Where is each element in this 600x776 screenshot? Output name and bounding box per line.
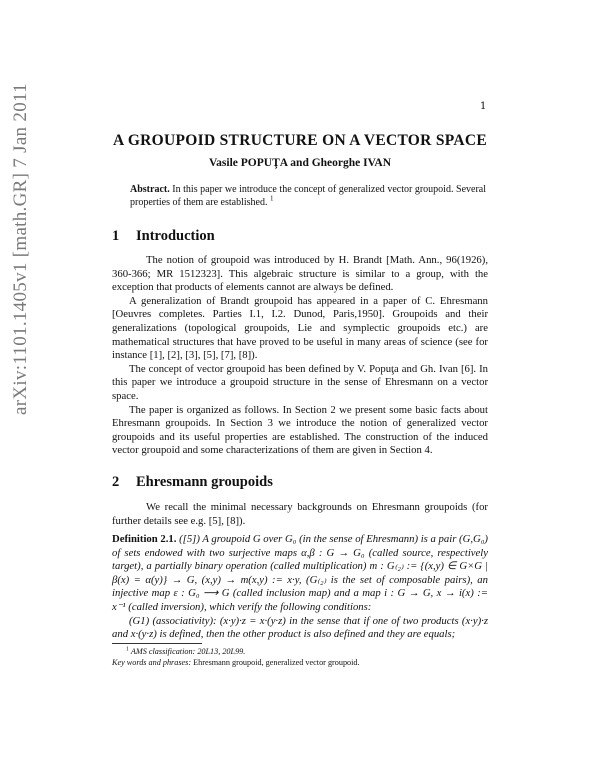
keywords-label: Key words and phrases: bbox=[112, 658, 192, 667]
arxiv-side-label: arXiv:1101.1405v1 [math.GR] 7 Jan 2011 bbox=[10, 83, 31, 415]
section-1-title: Introduction bbox=[136, 228, 215, 244]
abstract-label: Abstract. bbox=[130, 184, 170, 195]
footnote-ams bbox=[112, 646, 488, 657]
intro-paragraph-4: The paper is organized as follows. In Section 2 we present some basic facts about Ehresmann groupoids. In Section 3 we introduce the notion of generalized vector groupoids and its useful properties are established. The construction of the induced vector groupoid and some characterizations of them are given in Section 4. bbox=[112, 403, 488, 457]
definition-label: Definition 2.1. bbox=[112, 533, 177, 545]
section-1-number: 1 bbox=[112, 228, 120, 244]
keywords-text: Ehresmann groupoid, generalized vector groupoid. bbox=[193, 658, 360, 667]
section-1-body bbox=[112, 254, 488, 458]
abstract-footnote-mark: 1 bbox=[269, 194, 274, 203]
definition-text: ([5]) A groupoid G over G₀ (in the sense of Ehresmann) is a pair (G,G₀) of sets endowed with two surjective maps α,β : G → G₀ (called source, respectively target), a partially binary operation (called multiplication) m : G₍₂₎ := {(x,y) ∈ G×G | β(x) = α(y)} → G, (x,y) → m(x,y) := x·y, (G₍₂₎ is the set of composable pairs), an injective map ε : G₀ ⟶ G (called inclusion map) and a map i : G → G, x → i(x) := x⁻¹ (called inversion), which verify the following conditions: bbox=[112, 533, 488, 613]
section-1-heading bbox=[112, 228, 488, 245]
intro-paragraph-3: The concept of vector groupoid has been defined by V. Popuţa and Gh. Ivan [6]. In this paper we introduce a groupoid structure in the sense of Ehresmann on a vector space. bbox=[112, 362, 488, 402]
page-number: 1 bbox=[480, 101, 487, 112]
abstract bbox=[130, 184, 486, 209]
paper-authors: Vasile POPUŢA and Gheorghe IVAN bbox=[208, 157, 392, 169]
section-2-heading bbox=[112, 474, 488, 491]
footnote-keywords bbox=[112, 657, 488, 668]
footnote-rule bbox=[112, 643, 202, 644]
ams-classification: AMS classification: 20L13, 20L99. bbox=[130, 647, 246, 656]
footnote-mark: 1 bbox=[126, 646, 129, 653]
abstract-text: In this paper we introduce the concept of generalized vector groupoid. Several properties of them are established. bbox=[130, 184, 486, 208]
intro-paragraph-1: The notion of groupoid was introduced by H. Brandt [Math. Ann., 96(1926), 360-366; MR 1512323]. This algebraic structure is similar to a group, with the exception that products of elements cannot are always be defined. bbox=[112, 254, 488, 294]
section-2-title: Ehresmann groupoids bbox=[136, 474, 273, 490]
condition-g1: (G1) (associativity): (x·y)·z = x·(y·z) in the sense that if one of two products (x·y)·z and x·(y·z) is defined, then the other product is also defined and they are equals; bbox=[112, 614, 488, 641]
intro-paragraph-2: A generalization of Brandt groupoid has appeared in a paper of C. Ehresmann [Oeuvres completes. Parties I.1, I.2. Dunod, Paris,1950]. Groupoids and their generalizations (topological groupoids, Lie and symplectic groupoids etc.) are mathematical structures that have proved to be useful in many areas of science (see for instance [1], [2], [3], [5], [7], [8]). bbox=[112, 294, 488, 362]
section-2-number: 2 bbox=[112, 474, 120, 490]
ehresmann-intro-paragraph: We recall the minimal necessary backgrounds on Ehresmann groupoids (for further details see e.g. [5], [8]). bbox=[112, 501, 488, 527]
section-2-body bbox=[112, 501, 488, 528]
paper-title: A GROUPOID STRUCTURE ON A VECTOR SPACE bbox=[113, 132, 487, 149]
definition-2-1 bbox=[112, 533, 488, 642]
